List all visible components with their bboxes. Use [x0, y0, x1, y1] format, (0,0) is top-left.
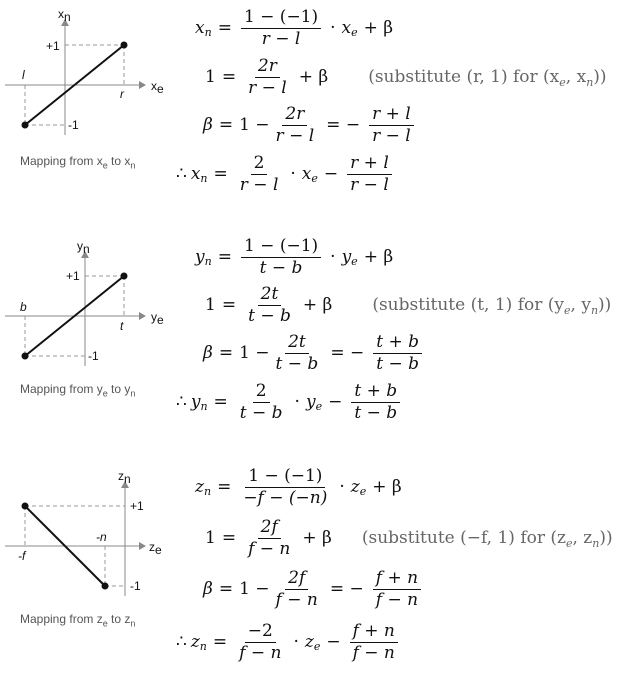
bottom-tick-label: -1 [130, 579, 141, 593]
top-tick-label: +1 [130, 499, 144, 513]
y-mapping-section [0, 230, 627, 430]
endpoint-bottom [102, 583, 109, 590]
endpoint-top [121, 42, 128, 49]
x-axis-label: ze [149, 540, 162, 557]
bottom-tick-label: -1 [88, 349, 99, 363]
y-axis-label: zn [118, 469, 131, 486]
y-eq-line-3: β = 1 − $\frac{2t}{t - b}$ = − $\frac{t + b}{t - b}$ [203, 331, 425, 375]
z-eq-line-4: ∴ z n = $\frac{-2}{f - n}$ · z e − $\frac{f + n}{f - n}$ [176, 620, 401, 664]
bottom-tick-label: -1 [68, 118, 79, 132]
z-eq-line-2: 1 = $\frac{2f}{f - n}$ + β (substitute (−f, 1) for ($z_e$, $z_n$)) [205, 516, 613, 559]
y-eq-line-1: y n = $\frac{1 - (-1)}{t - b}$ · y e + β [195, 235, 394, 278]
right-bound-label: -n [96, 530, 107, 544]
top-tick-label: +1 [46, 39, 60, 53]
y-mapping-caption: Mapping from $y_e$ to $y_n$ [20, 382, 136, 399]
x-mapping-section [0, 0, 627, 200]
y-mapping-diagram [0, 230, 170, 380]
z-mapping-caption: Mapping from $z_e$ to $z_n$ [20, 612, 136, 629]
y-axis-label: xn [58, 7, 71, 24]
endpoint-bottom [22, 122, 29, 129]
x-eq-line-1: x n = $\frac{1 - (-1)}{r - l}$ · x e + β [195, 6, 394, 49]
x-mapping-caption: Mapping from $x_e$ to $x_n$ [20, 154, 136, 171]
top-tick-label: +1 [66, 269, 80, 283]
left-bound-label: -f [18, 549, 26, 563]
x-eq-line-4: ∴ x n = $\frac{2}{r - l}$ · x e − $\frac{r + l}{r - l}$ [176, 152, 395, 196]
endpoint-top [121, 273, 128, 280]
right-bound-label: t [120, 319, 124, 333]
left-bound-label: l [22, 68, 25, 82]
x-axis-label: xe [151, 79, 164, 96]
y-eq-line-2: 1 = $\frac{2t}{t - b}$ + β (substitute (t, 1) for ($y_e$, $y_n$)) [205, 283, 612, 326]
z-eq-line-3: β = 1 − $\frac{2f}{f - n}$ = − $\frac{f + n}{f - n}$ [203, 567, 424, 611]
y-eq-line-4: ∴ y n = $\frac{2}{t - b}$ · y e − $\frac{t + b}{t - b}$ [176, 380, 403, 424]
x-substitution-note: (substitute (r, 1) for ($x_e$, $x_n$)) [368, 66, 607, 89]
left-bound-label: b [20, 300, 27, 314]
z-mapping-section [0, 460, 627, 675]
z-substitution-note: (substitute (−f, 1) for ($z_e$, $z_n$)) [361, 527, 613, 550]
endpoint-bottom [22, 353, 29, 360]
x-eq-line-2: 1 = $\frac{2r}{r - l}$ + β (substitute (r, 1) for ($x_e$, $x_n$)) [205, 55, 607, 98]
endpoint-top [22, 503, 29, 510]
right-bound-label: r [120, 87, 124, 101]
x-axis-label: ye [151, 310, 164, 327]
y-axis-label: yn [77, 239, 90, 256]
z-mapping-diagram [0, 460, 170, 610]
y-substitution-note: (substitute (t, 1) for ($y_e$, $y_n$)) [372, 294, 612, 317]
x-eq-line-3: β = 1 − $\frac{2r}{r - l}$ = − $\frac{r + l}{r - l}$ [203, 103, 417, 147]
z-eq-line-1: z n = $\frac{1 - (-1)}{-f - (-n)}$ · z e + β [195, 465, 402, 508]
x-mapping-diagram [0, 0, 170, 150]
